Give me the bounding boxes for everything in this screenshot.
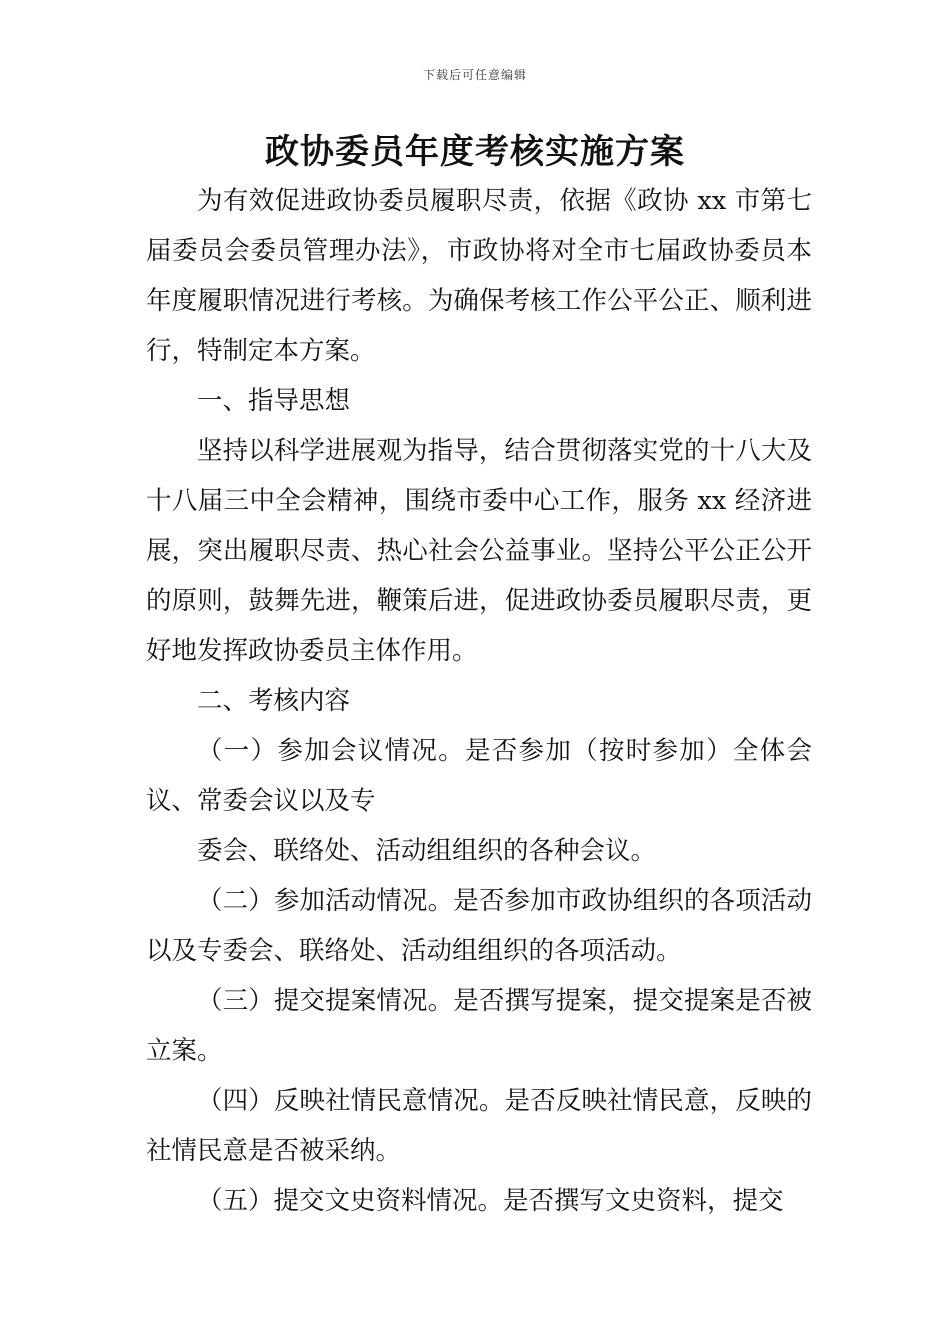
item-proposals: （三）提交提案情况。是否撰写提案，提交提案是否被立案。 [146,986,812,1066]
section-heading-guiding-thought: 一、指导思想 [197,386,351,416]
item-activities: （二）参加活动情况。是否参加市政协组织的各项活动以及专委会、联络处、活动组组织的各项活动。 [146,886,812,966]
header-note: 下载后可任意编辑 [422,68,527,82]
item-meetings-continued: 委会、联络处、活动组组织的各种会议。 [197,836,657,866]
document-body [146,176,812,1226]
document-title: 政协委员年度考核实施方案 [265,132,685,172]
item-historical-materials: （五）提交文史资料情况。是否撰写文史资料，提交 [197,1186,784,1216]
paragraph-guiding-thought: 坚持以科学进展观为指导，结合贯彻落实党的十八大及十八届三中全会精神，围绕市委中心工作，服务 xx 经济进展，突出履职尽责、热心社会公益事业。坚持公平公正公开的原则，鼓舞先进，鞭策后进，促进政协委员履职尽责，更好地发挥政协委员主体作用。 [146,436,812,666]
item-meetings: （一）参加会议情况。是否参加（按时参加）全体会议、常委会议以及专 [146,736,812,816]
item-public-opinion: （四）反映社情民意情况。是否反映社情民意，反映的社情民意是否被采纳。 [146,1086,812,1166]
paragraph-intro: 为有效促进政协委员履职尽责，依据《政协 xx 市第七届委员会委员管理办法》，市政协将对全市七届政协委员本年度履职情况进行考核。为确保考核工作公平公正、顺利进行，特制定本方案。 [146,186,812,366]
section-heading-assessment-content: 二、考核内容 [197,686,351,716]
